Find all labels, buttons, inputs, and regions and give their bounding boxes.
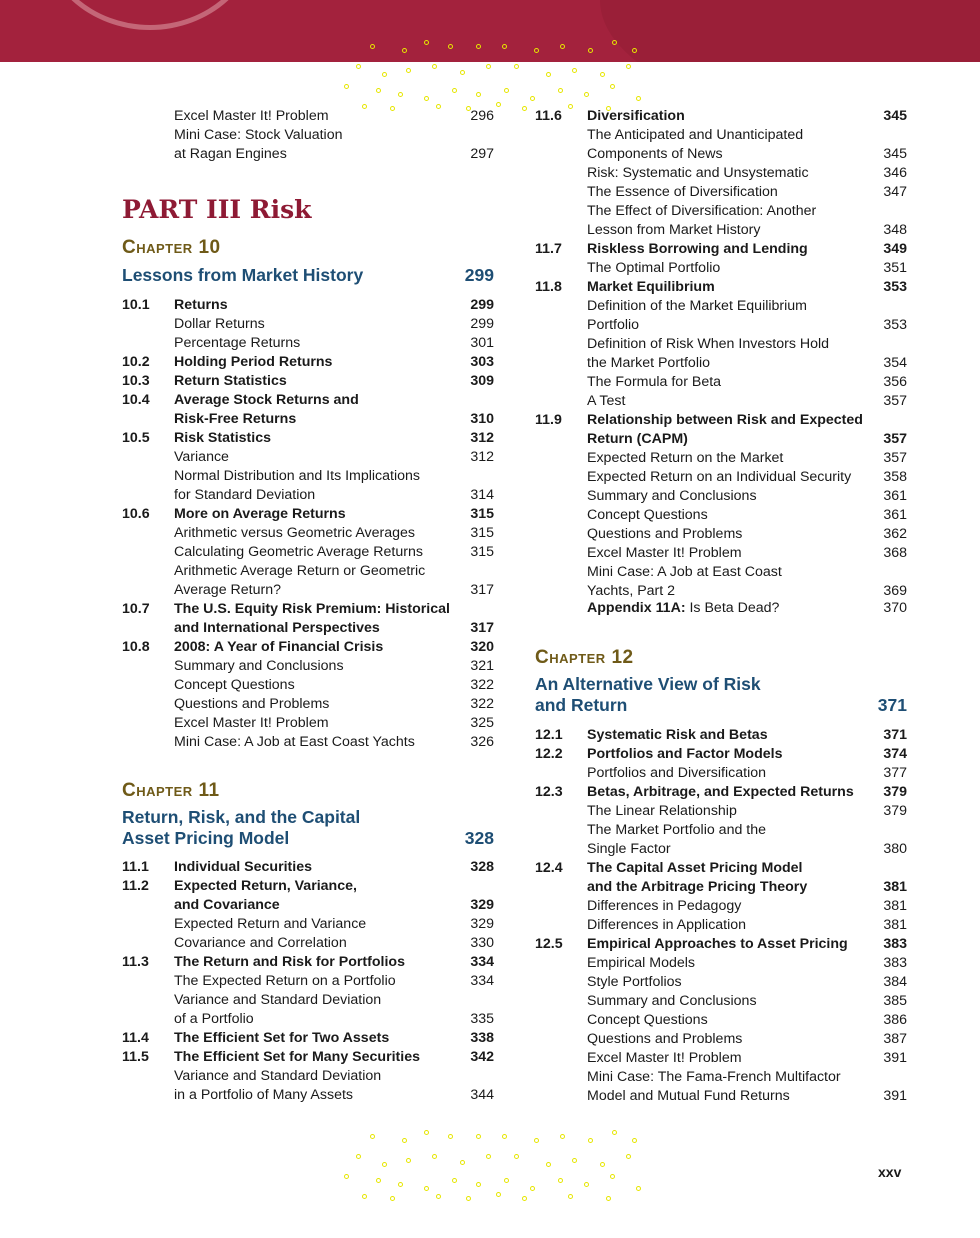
entry-page: 329 (470, 897, 494, 913)
toc-entry (122, 505, 494, 524)
entry-title: and the Arbitrage Pricing Theory (587, 879, 808, 895)
entry-title: Questions and Problems (587, 1031, 743, 1047)
entry-title: Concept Questions (587, 507, 708, 523)
toc-entry (535, 859, 907, 878)
section-number: 11.5 (122, 1049, 149, 1065)
entry-title: Summary and Conclusions (587, 488, 757, 504)
entry-page: 334 (470, 973, 494, 989)
entry-page: 381 (883, 917, 907, 933)
section-number: 11.1 (122, 859, 149, 875)
decorative-dot (496, 1192, 501, 1197)
chapter-11-page: 328 (464, 828, 494, 848)
entry-title: Expected Return and Variance (174, 916, 367, 932)
entry-title: Return Statistics (174, 373, 287, 389)
section-number: 11.4 (122, 1030, 149, 1046)
section-number: 10.4 (122, 392, 150, 408)
entry-page: 322 (470, 677, 494, 693)
entry-page: 328 (470, 859, 494, 875)
toc-entry (122, 524, 494, 543)
toc-entry (122, 1010, 494, 1029)
entry-title: The Linear Relationship (587, 803, 737, 819)
toc-entry (122, 126, 494, 145)
entry-title: Expected Return, Variance, (174, 878, 357, 894)
toc-entry (535, 764, 907, 783)
entry-title: Components of News (587, 146, 723, 162)
toc-entry (535, 411, 907, 430)
toc-entry (535, 145, 907, 164)
toc-entry (122, 714, 494, 733)
entry-title: Risk-Free Returns (174, 411, 297, 427)
entry-title: for Standard Deviation (174, 487, 316, 503)
entry-page: 387 (883, 1031, 907, 1047)
entry-page: 329 (470, 916, 494, 932)
entry-title: The Capital Asset Pricing Model (587, 860, 803, 876)
toc-entry (122, 953, 494, 972)
entry-title: The Market Portfolio and the (587, 822, 767, 838)
entry-title: 2008: A Year of Financial Crisis (174, 639, 384, 655)
entry-page: 356 (883, 374, 907, 390)
toc-entry (535, 164, 907, 183)
section-number: 10.8 (122, 639, 150, 655)
decorative-dot (504, 1178, 509, 1183)
entry-title: Variance (174, 449, 229, 465)
entry-title: The Formula for Beta (587, 374, 722, 390)
entry-page: 391 (883, 1050, 907, 1066)
toc-entry (122, 657, 494, 676)
entry-title: Questions and Problems (587, 526, 743, 542)
decorative-dot (514, 64, 519, 69)
toc-entry (122, 107, 494, 126)
entry-title: Risk: Systematic and Unsystematic (587, 165, 809, 181)
toc-entry (535, 449, 907, 468)
appendix-title: Is Beta Dead? (685, 600, 780, 616)
section-number: 11.2 (122, 878, 149, 894)
section-number: 12.1 (535, 727, 563, 743)
chapter-12-title (535, 674, 907, 716)
decorative-dot (502, 1134, 507, 1139)
entry-title: More on Average Returns (174, 506, 346, 522)
entry-title: Summary and Conclusions (174, 658, 344, 674)
section-number: 11.3 (122, 954, 149, 970)
entry-title: Average Stock Returns and (174, 392, 359, 408)
toc-entry (535, 278, 907, 297)
entry-page: 315 (470, 544, 494, 560)
entry-page: 351 (883, 260, 907, 276)
entry-page: 358 (883, 469, 907, 485)
entry-title: The U.S. Equity Risk Premium: Historical (174, 601, 450, 617)
entry-page: 346 (883, 165, 907, 181)
entry-title: Mini Case: The Fama-French Multifactor (587, 1069, 841, 1085)
entry-page: 377 (883, 765, 907, 781)
entry-title: and International Perspectives (174, 620, 380, 636)
toc-entry (535, 354, 907, 373)
toc-entry (535, 506, 907, 525)
toc-entry (535, 992, 907, 1011)
decorative-dot (496, 102, 501, 107)
toc-entry (122, 695, 494, 714)
entry-page: 312 (470, 430, 494, 446)
toc-entry (122, 429, 494, 448)
entry-title: Expected Return on the Market (587, 450, 784, 466)
toc-entry (122, 145, 494, 164)
entry-page: 334 (470, 954, 494, 970)
entry-page: 317 (470, 582, 494, 598)
toc-entry (122, 733, 494, 752)
chapter-11-title-line2: Asset Pricing Model (122, 828, 290, 848)
section-number: 11.8 (535, 279, 562, 295)
appendix-label: Appendix 11A: (587, 600, 686, 616)
entry-page: 297 (470, 146, 494, 162)
toc-entry (122, 877, 494, 896)
decorative-dot (504, 88, 509, 93)
entry-page: 314 (470, 487, 494, 503)
toc-entry (535, 1068, 907, 1087)
entry-title: Arithmetic versus Geometric Averages (174, 525, 416, 541)
toc-entry (535, 316, 907, 335)
entry-page: 362 (883, 526, 907, 542)
toc-entry (122, 619, 494, 638)
section-number: 10.7 (122, 601, 150, 617)
entry-page: 321 (470, 658, 494, 674)
entry-title: Excel Master It! Problem (587, 1050, 742, 1066)
entry-page: 344 (470, 1087, 494, 1103)
toc-entry (122, 486, 494, 505)
section-number: 12.3 (535, 784, 563, 800)
entry-title: Covariance and Correlation (174, 935, 347, 951)
entry-title: Portfolios and Diversification (587, 765, 766, 781)
toc-entry (535, 745, 907, 764)
toc-entry (535, 335, 907, 354)
entry-page: 338 (470, 1030, 494, 1046)
entry-title: Variance and Standard Deviation (174, 992, 382, 1008)
entry-title: Diversification (587, 108, 685, 124)
entry-title: Single Factor (587, 841, 671, 857)
toc-entry (122, 991, 494, 1010)
entry-title: Lesson from Market History (587, 222, 761, 238)
entry-title: Excel Master It! Problem (174, 108, 329, 124)
toc-entry (122, 676, 494, 695)
toc-entry (122, 581, 494, 600)
toc-entry (122, 543, 494, 562)
entry-page: 380 (883, 841, 907, 857)
entry-title: Empirical Models (587, 955, 696, 971)
toc-entry (535, 802, 907, 821)
entry-page: 353 (883, 279, 907, 295)
entry-page: 299 (470, 297, 494, 313)
appendix-11a (535, 599, 907, 618)
entry-title: Definition of Risk When Investors Hold (587, 336, 830, 352)
chapter-12-title-line2: and Return (535, 695, 628, 715)
entry-page: 385 (883, 993, 907, 1009)
entry-page: 383 (883, 936, 907, 952)
toc-entry (535, 468, 907, 487)
toc-entry (535, 1087, 907, 1106)
entry-page: 379 (883, 803, 907, 819)
entry-page: 303 (470, 354, 494, 370)
appendix-page: 370 (883, 600, 907, 616)
entry-title: Questions and Problems (174, 696, 330, 712)
entry-page: 391 (883, 1088, 907, 1104)
entry-page: 361 (883, 488, 907, 504)
entry-title: Model and Mutual Fund Returns (587, 1088, 790, 1104)
toc-entry (535, 259, 907, 278)
entry-title: Dollar Returns (174, 316, 265, 332)
entry-page: 335 (470, 1011, 494, 1027)
decorative-dot (502, 44, 507, 49)
entry-title: Calculating Geometric Average Returns (174, 544, 423, 560)
entry-title: Systematic Risk and Betas (587, 727, 768, 743)
toc-entry (535, 240, 907, 259)
entry-page: 317 (470, 620, 494, 636)
entry-title: Excel Master It! Problem (174, 715, 329, 731)
entry-page: 368 (883, 545, 907, 561)
toc-entry (122, 600, 494, 619)
toc-entry (122, 562, 494, 581)
toc-entry (122, 1067, 494, 1086)
toc-entry (535, 783, 907, 802)
entry-title: The Efficient Set for Many Securities (174, 1049, 420, 1065)
chapter-10-label: Chapter 10 (122, 237, 221, 258)
toc-entry (535, 916, 907, 935)
entry-title: The Return and Risk for Portfolios (174, 954, 405, 970)
entry-page: 326 (470, 734, 494, 750)
entry-page: 345 (883, 146, 907, 162)
toc-entry (535, 840, 907, 859)
toc-entry (535, 878, 907, 897)
entry-title: Excel Master It! Problem (587, 545, 742, 561)
entry-page: 381 (883, 898, 907, 914)
toc-entry (122, 372, 494, 391)
entry-title: The Essence of Diversification (587, 184, 778, 200)
toc-entry (535, 373, 907, 392)
toc-entry (535, 126, 907, 145)
entry-title: A Test (587, 393, 626, 409)
entry-title: Normal Distribution and Its Implications (174, 468, 421, 484)
entry-title: Risk Statistics (174, 430, 271, 446)
entry-title: Mini Case: A Job at East Coast (587, 564, 782, 580)
section-number: 12.5 (535, 936, 563, 952)
toc-entry (535, 392, 907, 411)
toc-entry (535, 973, 907, 992)
chapter-12-page: 371 (877, 695, 907, 715)
entry-page: 379 (883, 784, 907, 800)
toc-entry (535, 897, 907, 916)
toc-entry (122, 296, 494, 315)
entry-page: 301 (470, 335, 494, 351)
entry-title: Market Equilibrium (587, 279, 715, 295)
toc-entry (535, 544, 907, 563)
entry-title: Yachts, Part 2 (587, 583, 676, 599)
decorative-dot (522, 1196, 527, 1201)
entry-page: 348 (883, 222, 907, 238)
entry-page: 354 (883, 355, 907, 371)
section-number: 10.5 (122, 430, 150, 446)
toc-entry (122, 410, 494, 429)
entry-page: 386 (883, 1012, 907, 1028)
entry-page: 342 (470, 1049, 494, 1065)
toc-entry (535, 1011, 907, 1030)
chapter-11-title (122, 807, 494, 849)
toc-entry (535, 487, 907, 506)
entry-page: 315 (470, 525, 494, 541)
entry-page: 315 (470, 506, 494, 522)
entry-title: Differences in Application (587, 917, 747, 933)
toc-entry (122, 934, 494, 953)
toc-entry (535, 1049, 907, 1068)
entry-page: 384 (883, 974, 907, 990)
entry-title: The Efficient Set for Two Assets (174, 1030, 390, 1046)
entry-title: The Effect of Diversification: Another (587, 203, 817, 219)
entry-page: 322 (470, 696, 494, 712)
entry-title: Betas, Arbitrage, and Expected Returns (587, 784, 854, 800)
entry-title: Empirical Approaches to Asset Pricing (587, 936, 848, 952)
toc-entry (535, 726, 907, 745)
part-title: PART III Risk (122, 195, 312, 224)
entry-title: The Optimal Portfolio (587, 260, 721, 276)
entry-title: Portfolio (587, 317, 640, 333)
entry-page: 357 (883, 431, 907, 447)
chapter-12-title-line1: An Alternative View of Risk (535, 674, 761, 694)
entry-title: Riskless Borrowing and Lending (587, 241, 808, 257)
entry-title: The Expected Return on a Portfolio (174, 973, 396, 989)
entry-page: 383 (883, 955, 907, 971)
entry-title: in a Portfolio of Many Assets (174, 1087, 354, 1103)
entry-title: Style Portfolios (587, 974, 682, 990)
entry-page: 369 (883, 583, 907, 599)
entry-title: and Covariance (174, 897, 280, 913)
toc-entry (535, 107, 907, 126)
toc-entry (122, 353, 494, 372)
toc-entry (122, 334, 494, 353)
section-number: 10.6 (122, 506, 150, 522)
toc-left-column (122, 0, 494, 1238)
toc-entry (122, 467, 494, 486)
chapter-12-label: Chapter 12 (535, 647, 634, 668)
entry-title: Portfolios and Factor Models (587, 746, 783, 762)
entry-page: 296 (470, 108, 494, 124)
toc-entry (122, 915, 494, 934)
chapter-11-label: Chapter 11 (122, 780, 220, 801)
entry-page: 381 (883, 879, 907, 895)
toc-entry (122, 1086, 494, 1105)
entry-title: Mini Case: A Job at East Coast Yachts (174, 734, 415, 750)
entry-title: Percentage Returns (174, 335, 301, 351)
section-number: 10.3 (122, 373, 150, 389)
entry-title: Expected Return on an Individual Security (587, 469, 852, 485)
section-number: 11.9 (535, 412, 562, 428)
toc-entry (122, 315, 494, 334)
toc-entry (122, 638, 494, 657)
toc-right-column (535, 0, 907, 1238)
entry-title: Arithmetic Average Return or Geometric (174, 563, 426, 579)
entry-page: 357 (883, 450, 907, 466)
chapter-10-title-text: Lessons from Market History (122, 265, 364, 285)
section-number: 10.2 (122, 354, 150, 370)
entry-title: Definition of the Market Equilibrium (587, 298, 808, 314)
entry-title: Holding Period Returns (174, 354, 333, 370)
page-folio: xxv (878, 1164, 902, 1180)
toc-entry (122, 972, 494, 991)
entry-page: 353 (883, 317, 907, 333)
entry-page: 357 (883, 393, 907, 409)
section-number: 11.6 (535, 108, 562, 124)
entry-title: Variance and Standard Deviation (174, 1068, 382, 1084)
section-number: 12.2 (535, 746, 563, 762)
entry-title: of a Portfolio (174, 1011, 254, 1027)
chapter-11-title-line1: Return, Risk, and the Capital (122, 807, 361, 827)
entry-title: Concept Questions (174, 677, 295, 693)
entry-title: Differences in Pedagogy (587, 898, 742, 914)
toc-entry (535, 821, 907, 840)
entry-title: Return (CAPM) (587, 431, 688, 447)
entry-title: Average Return? (174, 582, 282, 598)
section-number: 10.1 (122, 297, 150, 313)
entry-page: 349 (883, 241, 907, 257)
entry-title: Returns (174, 297, 228, 313)
toc-entry (122, 858, 494, 877)
chapter-10-page: 299 (464, 265, 494, 285)
toc-entry (535, 954, 907, 973)
entry-title: Summary and Conclusions (587, 993, 757, 1009)
entry-title: the Market Portfolio (587, 355, 711, 371)
entry-page: 309 (470, 373, 494, 389)
toc-entry (535, 1030, 907, 1049)
entry-title: Mini Case: Stock Valuation (174, 127, 343, 143)
entry-page: 320 (470, 639, 494, 655)
entry-page: 312 (470, 449, 494, 465)
entry-page: 361 (883, 507, 907, 523)
entry-title: Relationship between Risk and Expected (587, 412, 863, 428)
entry-title: at Ragan Engines (174, 146, 287, 162)
entry-page: 310 (470, 411, 494, 427)
entry-page: 374 (883, 746, 907, 762)
toc-entry (122, 391, 494, 410)
section-number: 12.4 (535, 860, 563, 876)
entry-page: 325 (470, 715, 494, 731)
toc-entry (535, 935, 907, 954)
decorative-dot (514, 1154, 519, 1159)
entry-title: Individual Securities (174, 859, 312, 875)
entry-title: Concept Questions (587, 1012, 708, 1028)
entry-page: 299 (470, 316, 494, 332)
toc-entry (122, 1029, 494, 1048)
entry-page: 345 (883, 108, 907, 124)
toc-entry (122, 896, 494, 915)
entry-page: 330 (470, 935, 494, 951)
toc-entry (535, 297, 907, 316)
toc-entry (535, 183, 907, 202)
toc-entry (535, 563, 907, 582)
toc-entry (535, 525, 907, 544)
toc-entry (535, 221, 907, 240)
toc-entry (535, 202, 907, 221)
toc-entry (122, 448, 494, 467)
toc-entry (122, 1048, 494, 1067)
entry-page: 371 (883, 727, 907, 743)
toc-entry (535, 430, 907, 449)
entry-title: The Anticipated and Unanticipated (587, 127, 804, 143)
section-number: 11.7 (535, 241, 562, 257)
decorative-dot (522, 106, 527, 111)
entry-page: 347 (883, 184, 907, 200)
